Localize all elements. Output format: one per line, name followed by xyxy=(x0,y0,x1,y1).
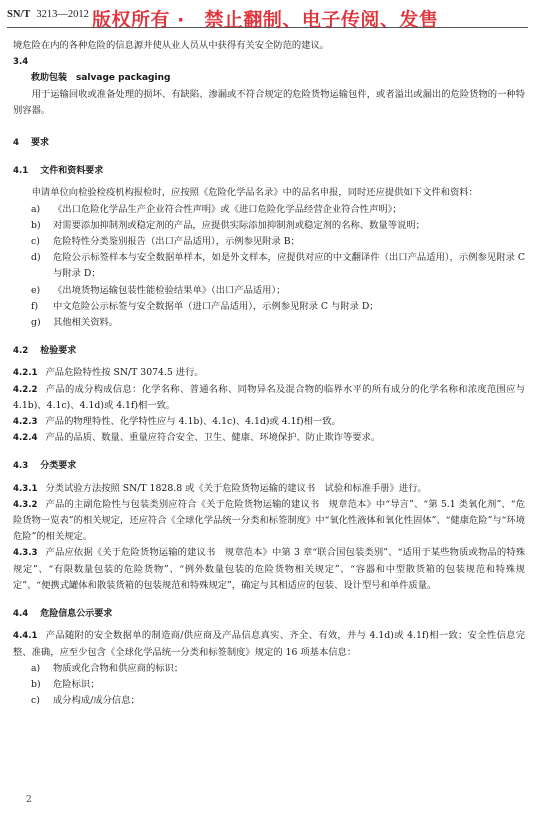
standard-code: 3213—2012 xyxy=(36,9,89,20)
section-title: 文件和资料要求 xyxy=(40,166,104,177)
clause-number: 4.2.1 xyxy=(13,368,38,379)
clause-text: 产品的主副危险性与包装类别应符合《关于危险货物运输的建议书 规章范本》中“导言”、“第 5.1 类氧化剂”、“危险货物一览表”的相关规定，还应符合《全球化学品统一分类和标签制度》中“氧化性液体和氧化性固体”、“健康危险”与“环境危险”的相关规定。 xyxy=(13,498,525,543)
list-item-text: 危险标识； xyxy=(53,678,100,690)
clause-paragraph xyxy=(13,481,525,497)
list-item-text: 中文危险公示标签与安全数据单（进口产品适用），示例参见附录 C 与附录 D； xyxy=(53,300,379,312)
list-item xyxy=(31,250,525,282)
definition-term: 救助包装 salvage packaging xyxy=(31,73,171,84)
list-item xyxy=(31,234,525,250)
section-title: 分类要求 xyxy=(40,461,77,472)
clause-paragraph xyxy=(13,414,525,430)
section-4-4-heading xyxy=(13,606,525,622)
list-item xyxy=(31,218,525,234)
section-title: 检验要求 xyxy=(40,346,77,357)
list-marker: b) xyxy=(31,219,41,231)
section-number: 4.1 xyxy=(13,166,29,177)
clauses-4-2 xyxy=(13,365,525,446)
clause-paragraph xyxy=(13,497,525,546)
section-number: 4.4 xyxy=(13,609,29,620)
section-4-1-heading xyxy=(13,163,525,179)
list-item-text: 危险特性分类鉴别报告（出口产品适用），示例参见附录 B； xyxy=(53,236,300,248)
definition-body: 用于运输回收或准备处理的损坏、有缺陷、渗漏或不符合规定的危险货物运输包件，或者溢出或漏出的危险货物的一种特别容器。 xyxy=(13,88,525,116)
list-marker: c) xyxy=(31,695,40,707)
list-marker: b) xyxy=(31,678,41,690)
section-4-2-heading xyxy=(13,343,525,359)
page-number: 2 xyxy=(26,795,32,805)
list-item-text: 《出境货物运输包装性能检验结果单》（出口产品适用）； xyxy=(53,284,286,296)
list-item-text: 危险公示标签样本与安全数据单样本，如是外文样本，应提供对应的中文翻译件（出口产品适用），示例参见附录 C 与附录 D； xyxy=(53,252,525,280)
clause-text: 产品应依据《关于危险货物运输的建议书 规章范本》中第 3 章“联合国包装类别”、“适用于某些物质或物品的特殊规定”、“有限数量包装的危险货物”、“例外数量包装的危险货物相关规定”、“容器和中型散货箱的包装规范和特殊规定”、“便携式罐体和散装货箱的包装规范和特殊规定”，确定与其相适应的包装、设计型号和单件质量。 xyxy=(13,547,525,591)
clause-number: 4.3.1 xyxy=(13,483,38,494)
clause-number: 4.2.4 xyxy=(13,433,38,444)
clause-number-3-4: 3.4 xyxy=(13,57,29,68)
clauses-4-3 xyxy=(13,481,525,594)
section-number: 4.2 xyxy=(13,346,29,357)
list-item xyxy=(31,202,525,218)
list-marker: c) xyxy=(31,236,40,248)
list-4-1 xyxy=(13,202,525,332)
list-item xyxy=(31,299,525,315)
clause-text: 产品的品质、数量、重量应符合安全、卫生、健康、环境保护、防止欺诈等要求。 xyxy=(45,432,381,444)
clause-paragraph xyxy=(13,628,525,660)
clause-number: 4.4.1 xyxy=(13,631,38,642)
section-4-3-heading xyxy=(13,458,525,474)
section-4-heading xyxy=(13,135,525,151)
list-item xyxy=(31,693,525,709)
list-item-text: 对需要添加抑制剂或稳定剂的产品，应提供实际添加抑制剂或稳定剂的名称、数量等说明； xyxy=(53,219,425,231)
continuation-paragraph: 境危险在内的各种危险的信息源并使从业人员从中获得有关安全防范的建议。 xyxy=(13,40,330,51)
section-number: 4 xyxy=(13,138,19,149)
clause-number: 4.2.3 xyxy=(13,417,38,428)
clause-paragraph xyxy=(13,382,525,414)
clause-text: 产品的成分构成信息：化学名称、普通名称、同物异名及混合物的临界水平的所有成分的化学名称和浓度范围应与 4.1b)、4.1c)、4.1d)或 4.1f)相一致。 xyxy=(13,383,525,411)
list-item-text: 物质或化合物和供应商的标识； xyxy=(53,662,184,674)
list-item xyxy=(31,661,525,677)
clause-text: 分类试验方法按照 SN/T 1828.8 或《关于危险货物运输的建议书 试验和标准手册》进行。 xyxy=(45,482,427,494)
list-marker: g) xyxy=(31,317,41,329)
list-item-text: 成分构成/成分信息； xyxy=(53,695,140,707)
standard-prefix: SN/T xyxy=(7,9,31,20)
clause-number: 4.3.3 xyxy=(13,548,38,559)
list-item xyxy=(31,283,525,299)
list-marker: f) xyxy=(31,300,39,312)
list-item xyxy=(31,677,525,693)
paragraph-4-1: 申请单位向检验检疫机构报检时，应按照《危险化学品名录》中的品名申报，同时还应提供如下文件和资料： xyxy=(31,187,478,199)
list-item-text: 《出口危险化学品生产企业符合性声明》或《进口危险化学品经营企业符合性声明》； xyxy=(53,203,402,215)
clause-number: 4.3.2 xyxy=(13,499,38,510)
clause-paragraph xyxy=(13,430,525,446)
list-4-4 xyxy=(13,661,525,710)
section-title: 要求 xyxy=(30,138,49,149)
clauses-4-4 xyxy=(13,628,525,660)
clause-text: 产品随附的安全数据单的制造商/供应商及产品信息真实、齐全、有效，并与 4.1d)或 4.1f)相一致；安全性信息完整、准确，应至少包含《全球化学品统一分类和标签制度》规定的 16 项基本信息： xyxy=(13,630,525,658)
list-marker: a) xyxy=(31,203,41,215)
list-marker: a) xyxy=(31,662,41,674)
list-item xyxy=(31,315,525,331)
clause-text: 产品的物理特性、化学特性应与 4.1b)、4.1c)、4.1d)或 4.1f)相一致。 xyxy=(45,416,341,428)
section-title: 危险信息公示要求 xyxy=(40,609,113,620)
list-item-text: 其他相关资料。 xyxy=(53,317,119,329)
list-marker: d) xyxy=(31,252,41,264)
clause-paragraph xyxy=(13,545,525,594)
clause-text: 产品危险特性按 SN/T 3074.5 进行。 xyxy=(45,367,204,379)
copyright-watermark: 版权所有 · 禁止翻制、电子传阅、发售 xyxy=(92,9,439,31)
list-marker: e) xyxy=(31,284,41,296)
section-number: 4.3 xyxy=(13,461,29,472)
document-body xyxy=(13,38,525,709)
page-header xyxy=(7,9,89,20)
clause-paragraph xyxy=(13,365,525,381)
header-rule xyxy=(7,27,528,28)
clause-number: 4.2.2 xyxy=(13,384,38,395)
